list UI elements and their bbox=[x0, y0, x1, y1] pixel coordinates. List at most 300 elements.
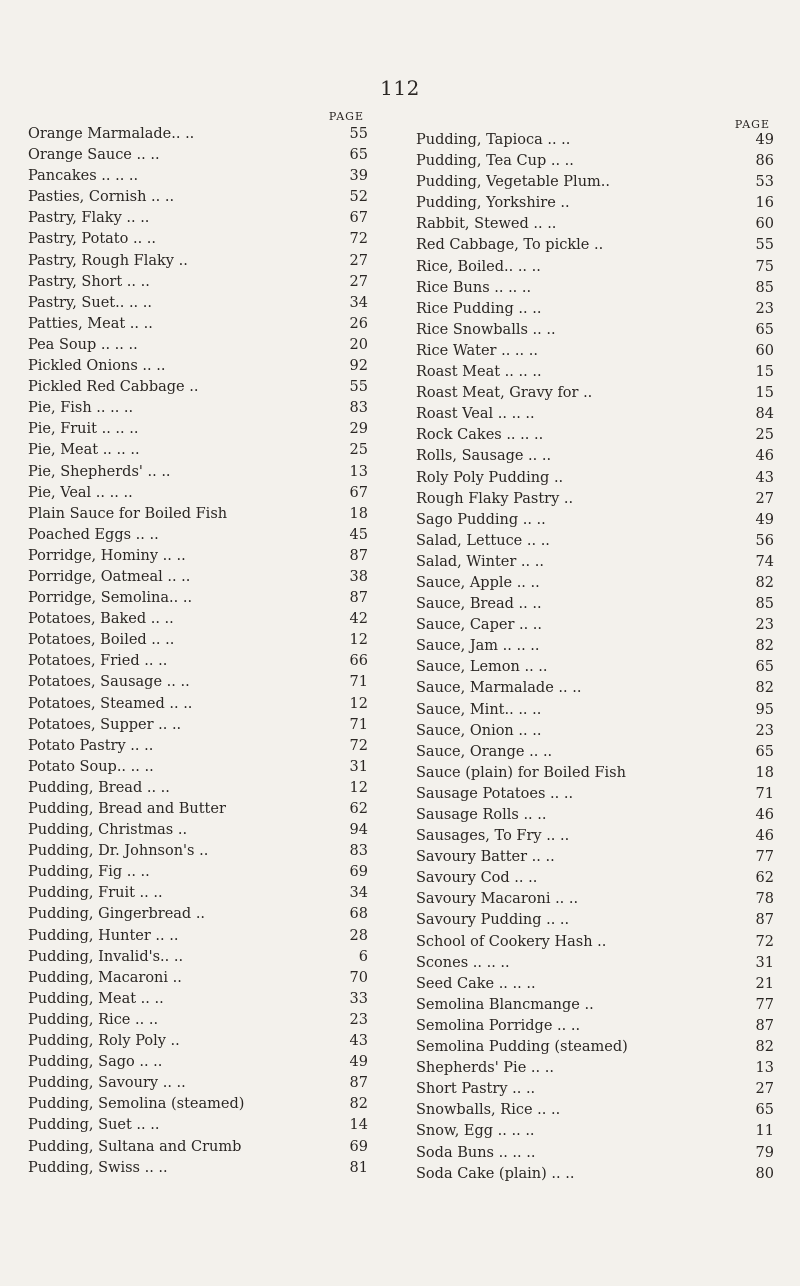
index-entry bbox=[416, 425, 774, 446]
entry-page: 34 bbox=[349, 885, 368, 902]
index-entry bbox=[28, 1158, 368, 1179]
entry-title: Pudding, Roly Poly .. bbox=[28, 1033, 180, 1050]
entry-page: 62 bbox=[755, 870, 774, 887]
index-entry bbox=[416, 552, 774, 573]
entry-page: 43 bbox=[755, 469, 774, 486]
entry-page: 20 bbox=[349, 336, 368, 353]
page-column-header: PAGE bbox=[328, 110, 364, 123]
entry-page: 53 bbox=[755, 174, 774, 191]
entry-page: 82 bbox=[755, 1039, 774, 1056]
entry-page: 65 bbox=[755, 321, 774, 338]
entry-title: Pudding, Vegetable Plum.. bbox=[416, 174, 611, 191]
entry-title: Soda Cake (plain) .. .. bbox=[416, 1165, 575, 1182]
entry-page: 86 bbox=[755, 153, 774, 170]
entry-title: Pie, Fish .. .. .. bbox=[28, 400, 134, 417]
entry-title: Sauce, Marmalade .. .. bbox=[416, 680, 582, 697]
entry-page: 15 bbox=[755, 364, 774, 381]
entry-title: Roly Poly Pudding .. bbox=[416, 469, 564, 486]
entry-page: 77 bbox=[755, 849, 774, 866]
entry-title: Rice, Boiled.. .. .. bbox=[416, 258, 541, 275]
index-entry bbox=[28, 1115, 368, 1136]
index-entry bbox=[28, 293, 368, 314]
index-entry bbox=[28, 1031, 368, 1052]
entry-page: 60 bbox=[755, 342, 774, 359]
index-entry bbox=[416, 636, 774, 657]
entry-title: Roast Meat, Gravy for .. bbox=[416, 385, 593, 402]
entry-page: 31 bbox=[349, 758, 368, 775]
entry-title: Rolls, Sausage .. .. bbox=[416, 448, 552, 465]
entry-page: 87 bbox=[755, 912, 774, 929]
index-entry bbox=[28, 1052, 368, 1073]
entry-page: 42 bbox=[349, 611, 368, 628]
entry-page: 23 bbox=[755, 722, 774, 739]
entry-page: 11 bbox=[755, 1123, 774, 1140]
index-entry bbox=[28, 124, 368, 145]
entry-title: Pastry, Potato .. .. bbox=[28, 231, 157, 248]
entry-page: 23 bbox=[349, 1011, 368, 1028]
entry-page: 55 bbox=[349, 379, 368, 396]
entry-page: 25 bbox=[755, 427, 774, 444]
index-entry bbox=[416, 573, 774, 594]
entry-page: 79 bbox=[755, 1144, 774, 1161]
entry-page: 87 bbox=[349, 1075, 368, 1092]
entry-title: Orange Marmalade.. .. bbox=[28, 126, 195, 142]
entry-title: Potato Soup.. .. .. bbox=[28, 758, 154, 775]
entry-page: 18 bbox=[349, 505, 368, 522]
index-entry bbox=[416, 1016, 774, 1037]
index-entry bbox=[416, 847, 774, 868]
index-entry bbox=[28, 462, 368, 483]
entry-page: 39 bbox=[349, 168, 368, 185]
index-entry bbox=[416, 594, 774, 615]
entry-title: Pudding, Tapioca .. .. bbox=[416, 132, 571, 148]
index-entry bbox=[28, 588, 368, 609]
entry-page: 78 bbox=[755, 891, 774, 908]
entry-title: Pudding, Tea Cup .. .. bbox=[416, 153, 574, 170]
entry-page: 72 bbox=[349, 737, 368, 754]
index-entry bbox=[28, 651, 368, 672]
entry-title: Shepherds' Pie .. .. bbox=[416, 1060, 554, 1077]
entry-title: Pickled Red Cabbage .. bbox=[28, 379, 199, 396]
entry-title: Snow, Egg .. .. .. bbox=[416, 1123, 535, 1140]
index-entry bbox=[28, 968, 368, 989]
index-entry bbox=[28, 166, 368, 187]
index-entry bbox=[28, 883, 368, 904]
entry-title: Salad, Lettuce .. .. bbox=[416, 532, 550, 549]
entry-title: Pudding, Fig .. .. bbox=[28, 864, 150, 881]
entry-title: Soda Buns .. .. .. bbox=[416, 1144, 536, 1161]
entry-title: Sauce, Lemon .. .. bbox=[416, 659, 548, 676]
page-number: 112 bbox=[380, 76, 420, 100]
index-entry bbox=[416, 1100, 774, 1121]
page-column-header: PAGE bbox=[734, 118, 770, 131]
index-entry bbox=[28, 820, 368, 841]
entry-title: Pudding, Gingerbread .. bbox=[28, 906, 206, 923]
index-entry bbox=[416, 995, 774, 1016]
entry-title: Potatoes, Steamed .. .. bbox=[28, 695, 193, 712]
entry-title: Patties, Meat .. .. bbox=[28, 315, 153, 332]
entry-page: 33 bbox=[349, 990, 368, 1007]
entry-title: Potatoes, Baked .. .. bbox=[28, 611, 174, 628]
entry-title: Pastry, Suet.. .. .. bbox=[28, 294, 152, 311]
index-entry bbox=[28, 630, 368, 651]
entry-page: 72 bbox=[349, 231, 368, 248]
index-entry bbox=[28, 229, 368, 250]
index-entry bbox=[416, 910, 774, 931]
entry-title: Sausages, To Fry .. .. bbox=[416, 828, 570, 845]
index-entry bbox=[28, 778, 368, 799]
entry-page: 85 bbox=[755, 596, 774, 613]
index-entry bbox=[416, 257, 774, 278]
index-entry bbox=[416, 1079, 774, 1100]
entry-page: 70 bbox=[349, 969, 368, 986]
entry-page: 52 bbox=[349, 189, 368, 206]
entry-page: 13 bbox=[755, 1060, 774, 1077]
index-entry bbox=[28, 567, 368, 588]
index-entry bbox=[28, 272, 368, 293]
entry-page: 6 bbox=[358, 948, 368, 965]
index-entry bbox=[28, 799, 368, 820]
entry-title: Rough Flaky Pastry .. bbox=[416, 490, 574, 507]
entry-title: Pudding, Rice .. .. bbox=[28, 1011, 159, 1028]
index-entry bbox=[28, 862, 368, 883]
entry-page: 28 bbox=[349, 927, 368, 944]
entry-page: 75 bbox=[755, 258, 774, 275]
entry-title: Porridge, Hominy .. .. bbox=[28, 547, 186, 564]
entry-page: 46 bbox=[755, 807, 774, 823]
index-entry bbox=[28, 356, 368, 377]
entry-title: Sauce, Orange .. .. bbox=[416, 743, 553, 760]
entry-title: Sauce, Mint.. .. .. bbox=[416, 701, 542, 718]
entry-page: 49 bbox=[349, 1054, 368, 1071]
entry-title: Pudding, Suet .. .. bbox=[28, 1117, 160, 1134]
entry-page: 65 bbox=[349, 147, 368, 164]
index-entry bbox=[28, 398, 368, 419]
entry-page: 77 bbox=[755, 996, 774, 1013]
entry-page: 84 bbox=[755, 406, 774, 423]
entry-title: Pastry, Short .. .. bbox=[28, 273, 150, 290]
index-entry bbox=[28, 736, 368, 757]
entry-page: 67 bbox=[349, 210, 368, 227]
index-entry bbox=[28, 208, 368, 229]
entry-page: 71 bbox=[755, 785, 774, 802]
entry-page: 72 bbox=[755, 933, 774, 950]
entry-title: Seed Cake .. .. .. bbox=[416, 975, 536, 992]
entry-page: 68 bbox=[349, 906, 368, 923]
index-entry bbox=[416, 932, 774, 953]
entry-title: Short Pastry .. .. bbox=[416, 1081, 536, 1098]
entry-title: Pudding, Christmas .. bbox=[28, 822, 188, 839]
entry-page: 21 bbox=[755, 975, 774, 992]
entry-title: Pudding, Invalid's.. .. bbox=[28, 948, 184, 965]
index-entry bbox=[28, 251, 368, 272]
entry-page: 18 bbox=[755, 764, 774, 781]
entry-title: Pudding, Meat .. .. bbox=[28, 990, 164, 1007]
entry-page: 74 bbox=[755, 553, 774, 570]
entry-page: 82 bbox=[755, 680, 774, 697]
entry-title: Rabbit, Stewed .. .. bbox=[416, 216, 557, 233]
index-entry bbox=[416, 489, 774, 510]
index-entry bbox=[416, 1121, 774, 1142]
entry-page: 27 bbox=[349, 252, 368, 269]
entry-title: Scones .. .. .. bbox=[416, 954, 510, 971]
index-entry bbox=[28, 757, 368, 778]
index-entry bbox=[28, 335, 368, 356]
entry-page: 65 bbox=[755, 1102, 774, 1119]
index-entry bbox=[416, 404, 774, 425]
index-entry bbox=[28, 525, 368, 546]
entry-title: Rice Pudding .. .. bbox=[416, 300, 542, 317]
index-entry bbox=[28, 989, 368, 1010]
index-entry bbox=[416, 784, 774, 805]
index-entry bbox=[28, 145, 368, 166]
index-entry bbox=[416, 805, 774, 826]
index-entry bbox=[416, 1143, 774, 1164]
entry-page: 87 bbox=[349, 590, 368, 607]
entry-page: 12 bbox=[349, 632, 368, 649]
index-entry bbox=[416, 172, 774, 193]
entry-page: 49 bbox=[755, 132, 774, 148]
index-entry bbox=[416, 151, 774, 172]
index-entry bbox=[28, 904, 368, 925]
entry-title: Rice Snowballs .. .. bbox=[416, 321, 556, 338]
entry-page: 12 bbox=[349, 695, 368, 712]
entry-page: 55 bbox=[349, 126, 368, 142]
entry-page: 55 bbox=[755, 237, 774, 254]
entry-title: Roast Veal .. .. .. bbox=[416, 406, 535, 423]
entry-title: Plain Sauce for Boiled Fish bbox=[28, 505, 228, 522]
entry-title: Pasties, Cornish .. .. bbox=[28, 189, 175, 206]
entry-title: Pudding, Macaroni .. bbox=[28, 969, 182, 986]
index-entry bbox=[28, 546, 368, 567]
index-column-left bbox=[28, 110, 368, 1179]
index-entry bbox=[416, 953, 774, 974]
entry-title: Pickled Onions .. .. bbox=[28, 358, 166, 375]
entry-page: 65 bbox=[755, 743, 774, 760]
entry-page: 69 bbox=[349, 864, 368, 881]
entry-title: Pudding, Sultana and Crumb bbox=[28, 1138, 242, 1155]
index-entry bbox=[416, 531, 774, 552]
entry-page: 60 bbox=[755, 216, 774, 233]
entry-page: 56 bbox=[755, 532, 774, 549]
index-entry bbox=[416, 974, 774, 995]
entry-page: 83 bbox=[349, 400, 368, 417]
entry-page: 45 bbox=[349, 526, 368, 543]
entry-title: Sausage Rolls .. .. bbox=[416, 807, 547, 823]
entry-page: 27 bbox=[349, 273, 368, 290]
entry-title: Rice Water .. .. .. bbox=[416, 342, 538, 359]
entry-page: 71 bbox=[349, 716, 368, 733]
entry-title: Poached Eggs .. .. bbox=[28, 526, 159, 543]
entry-title: Savoury Pudding .. .. bbox=[416, 912, 570, 929]
entry-page: 81 bbox=[349, 1159, 368, 1176]
index-entry bbox=[416, 235, 774, 256]
index-entry bbox=[416, 868, 774, 889]
entry-page: 12 bbox=[349, 779, 368, 796]
index-entry bbox=[28, 694, 368, 715]
entry-title: Pudding, Hunter .. .. bbox=[28, 927, 179, 944]
entry-page: 92 bbox=[349, 358, 368, 375]
index-entry bbox=[28, 672, 368, 693]
index-entry bbox=[28, 1094, 368, 1115]
index-entry bbox=[416, 678, 774, 699]
index-entry bbox=[28, 947, 368, 968]
entry-page: 14 bbox=[349, 1117, 368, 1134]
entry-page: 87 bbox=[349, 547, 368, 564]
index-entry bbox=[416, 362, 774, 383]
entry-title: Pancakes .. .. .. bbox=[28, 168, 139, 185]
entry-title: Pudding, Savoury .. .. bbox=[28, 1075, 186, 1092]
index-entry bbox=[28, 440, 368, 461]
entry-title: Pudding, Bread .. .. bbox=[28, 779, 170, 796]
entry-page: 29 bbox=[349, 421, 368, 438]
entry-page: 15 bbox=[755, 385, 774, 402]
entry-page: 82 bbox=[755, 638, 774, 655]
entry-page: 49 bbox=[755, 511, 774, 528]
index-entry bbox=[416, 341, 774, 362]
entry-page: 69 bbox=[349, 1138, 368, 1155]
entry-title: Pie, Veal .. .. .. bbox=[28, 484, 133, 501]
index-entry bbox=[416, 889, 774, 910]
index-entry bbox=[28, 1010, 368, 1031]
entry-title: Red Cabbage, To pickle .. bbox=[416, 237, 604, 254]
entry-title: Snowballs, Rice .. .. bbox=[416, 1102, 561, 1119]
entry-title: Roast Meat .. .. .. bbox=[416, 364, 542, 381]
index-entry bbox=[28, 314, 368, 335]
entry-title: Salad, Winter .. .. bbox=[416, 553, 544, 570]
entry-page: 46 bbox=[755, 448, 774, 465]
index-entry bbox=[416, 383, 774, 404]
index-entry bbox=[28, 377, 368, 398]
index-entry bbox=[416, 763, 774, 784]
entry-page: 13 bbox=[349, 463, 368, 480]
entry-title: Porridge, Semolina.. .. bbox=[28, 590, 193, 607]
index-entry bbox=[416, 742, 774, 763]
entry-page: 71 bbox=[349, 674, 368, 691]
entry-title: Pudding, Sago .. .. bbox=[28, 1054, 163, 1071]
entry-title: Rock Cakes .. .. .. bbox=[416, 427, 544, 444]
entry-title: Sauce, Jam .. .. .. bbox=[416, 638, 540, 655]
entry-title: Pudding, Semolina (steamed) bbox=[28, 1096, 245, 1113]
entry-page: 46 bbox=[755, 828, 774, 845]
entry-title: Potatoes, Supper .. .. bbox=[28, 716, 182, 733]
entry-title: Semolina Pudding (steamed) bbox=[416, 1039, 628, 1056]
entry-page: 16 bbox=[755, 195, 774, 212]
entry-title: Pastry, Rough Flaky .. bbox=[28, 252, 188, 269]
entry-page: 23 bbox=[755, 617, 774, 634]
entry-page: 38 bbox=[349, 568, 368, 585]
index-entry bbox=[28, 926, 368, 947]
entry-page: 87 bbox=[755, 1017, 774, 1034]
entry-page: 82 bbox=[755, 574, 774, 591]
entry-page: 25 bbox=[349, 442, 368, 459]
index-entry bbox=[416, 446, 774, 467]
entry-title: Semolina Porridge .. .. bbox=[416, 1017, 581, 1034]
entry-title: Sauce, Bread .. .. bbox=[416, 596, 542, 613]
index-entry bbox=[416, 615, 774, 636]
entry-page: 83 bbox=[349, 843, 368, 860]
entry-page: 34 bbox=[349, 294, 368, 311]
index-entry bbox=[28, 609, 368, 630]
index-entry bbox=[416, 299, 774, 320]
index-entry bbox=[28, 483, 368, 504]
entry-page: 26 bbox=[349, 315, 368, 332]
entry-page: 67 bbox=[349, 484, 368, 501]
entry-title: Pudding, Fruit .. .. bbox=[28, 885, 163, 902]
entry-title: Sauce, Caper .. .. bbox=[416, 617, 543, 634]
entry-title: Rice Buns .. .. .. bbox=[416, 279, 532, 296]
entry-title: Savoury Batter .. .. bbox=[416, 849, 555, 866]
index-entry bbox=[28, 841, 368, 862]
entry-title: Sauce, Apple .. .. bbox=[416, 574, 540, 591]
index-entry bbox=[28, 419, 368, 440]
index-entry bbox=[416, 1058, 774, 1079]
index-entry bbox=[416, 468, 774, 489]
entry-page: 43 bbox=[349, 1033, 368, 1050]
index-entry bbox=[416, 1164, 774, 1185]
index-entry bbox=[416, 214, 774, 235]
entry-title: Savoury Cod .. .. bbox=[416, 870, 538, 887]
entry-title: Orange Sauce .. .. bbox=[28, 147, 160, 164]
entry-page: 85 bbox=[755, 279, 774, 296]
index-entry bbox=[28, 1073, 368, 1094]
index-entry bbox=[28, 504, 368, 525]
entry-page: 27 bbox=[755, 490, 774, 507]
entry-title: Pea Soup .. .. .. bbox=[28, 336, 138, 353]
entry-title: Potatoes, Boiled .. .. bbox=[28, 632, 175, 649]
entry-page: 27 bbox=[755, 1081, 774, 1098]
index-entry bbox=[416, 320, 774, 341]
entry-title: Pie, Meat .. .. .. bbox=[28, 442, 140, 459]
entry-title: Sauce (plain) for Boiled Fish bbox=[416, 764, 626, 781]
index-entry bbox=[28, 187, 368, 208]
entry-page: 31 bbox=[755, 954, 774, 971]
entry-page: 94 bbox=[349, 822, 368, 839]
index-entry bbox=[416, 721, 774, 742]
entry-title: Pie, Fruit .. .. .. bbox=[28, 421, 139, 438]
index-entry bbox=[416, 826, 774, 847]
entry-page: 66 bbox=[349, 653, 368, 670]
entry-page: 62 bbox=[349, 801, 368, 817]
entry-page: 82 bbox=[349, 1096, 368, 1113]
entry-title: Pudding, Yorkshire .. bbox=[416, 195, 570, 212]
entry-page: 95 bbox=[755, 701, 774, 718]
entry-title: Sausage Potatoes .. .. bbox=[416, 785, 574, 802]
entry-page: 65 bbox=[755, 659, 774, 676]
entry-title: Pudding, Bread and Butter bbox=[28, 801, 226, 817]
entry-title: Pie, Shepherds' .. .. bbox=[28, 463, 171, 480]
entry-page: 80 bbox=[755, 1165, 774, 1182]
entry-page: 23 bbox=[755, 300, 774, 317]
entry-title: Potato Pastry .. .. bbox=[28, 737, 154, 754]
index-entry bbox=[28, 1137, 368, 1158]
index-list bbox=[28, 124, 368, 1179]
index-entry bbox=[28, 715, 368, 736]
entry-title: Sago Pudding .. .. bbox=[416, 511, 546, 528]
entry-title: Pudding, Swiss .. .. bbox=[28, 1159, 168, 1176]
index-list bbox=[416, 130, 774, 1185]
entry-title: Sauce, Onion .. .. bbox=[416, 722, 542, 739]
entry-title: Porridge, Oatmeal .. .. bbox=[28, 568, 191, 585]
index-entry bbox=[416, 278, 774, 299]
entry-title: School of Cookery Hash .. bbox=[416, 933, 607, 950]
index-entry bbox=[416, 1037, 774, 1058]
entry-title: Semolina Blancmange .. bbox=[416, 996, 594, 1013]
entry-title: Pastry, Flaky .. .. bbox=[28, 210, 150, 227]
entry-title: Potatoes, Sausage .. .. bbox=[28, 674, 190, 691]
entry-title: Savoury Macaroni .. .. bbox=[416, 891, 579, 908]
index-entry bbox=[416, 700, 774, 721]
